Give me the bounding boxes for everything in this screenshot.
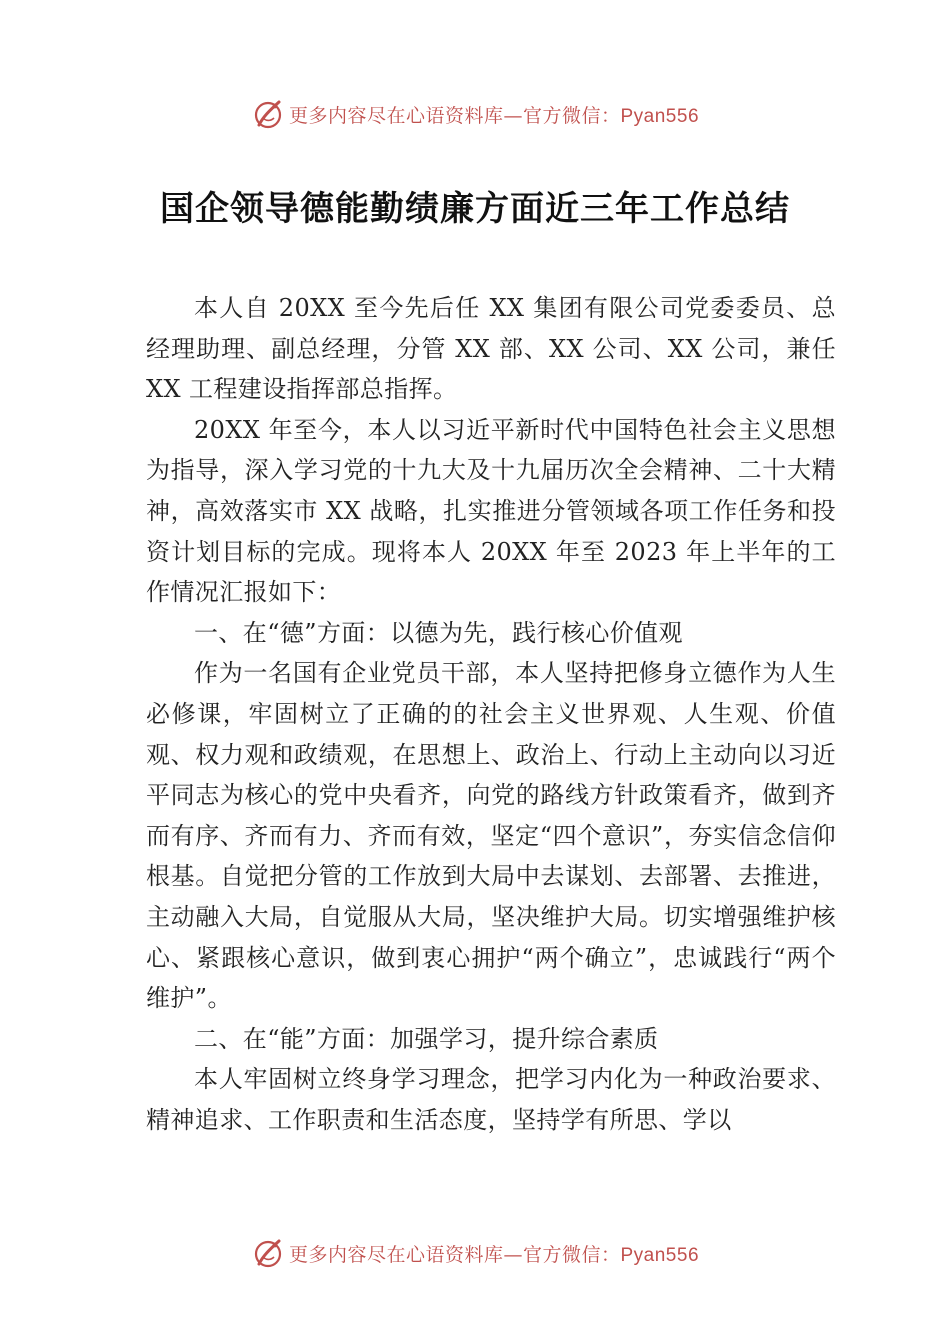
footer-watermark-banner (0, 1233, 950, 1273)
paragraph: 作为一名国有企业党员干部，本人坚持把修身立德作为人生必修课，牢固树立了正确的的社会主义世界观、人生观、价值观、权力观和政绩观，在思想上、政治上、行动上主动向以习近平同志为核心的党中央看齐，向党的路线方针政策看齐，做到齐而有序、齐而有力、齐而有效，坚定“四个意识”，夯实信念信仰根基。自觉把分管的工作放到大局中去谋划、去部署、去推进，主动融入大局，自觉服从大局，坚决维护大局。切实增强维护核心、紧跟核心意识，做到衷心拥护“两个确立”，忠诚践行“两个维护”。 (146, 659, 836, 1013)
wechat-id: Pyan556 (620, 1244, 700, 1266)
header-watermark-banner (0, 94, 950, 134)
brush-logo-icon (251, 1236, 285, 1270)
brush-logo-icon (251, 97, 285, 131)
section-heading: 二、在“能”方面：加强学习，提升综合素质 (194, 1024, 659, 1053)
wechat-id: Pyan556 (620, 105, 700, 127)
paragraph: 本人牢固树立终身学习理念，把学习内化为一种政治要求、精神追求、工作职责和生活态度，坚持学有所思、学以 (146, 1065, 836, 1134)
banner-text: 更多内容尽在心语资料库—官方微信：Pyan556 (288, 104, 700, 127)
document-title: 国企领导德能勤绩廉方面近三年工作总结 (160, 189, 790, 229)
paragraph: 本人自 20XX 至今先后任 XX 集团有限公司党委委员、总经理助理、副总经理，分管 XX 部、XX 公司、XX 公司，兼任 XX 工程建设指挥部总指挥。 (146, 294, 836, 404)
banner-text: 更多内容尽在心语资料库—官方微信：Pyan556 (288, 1243, 700, 1266)
document-body (146, 288, 836, 1140)
section-heading: 一、在“德”方面：以德为先，践行核心价值观 (194, 618, 683, 647)
paragraph: 20XX 年至今，本人以习近平新时代中国特色社会主义思想为指导，深入学习党的十九大及十九届历次全会精神、二十大精神，高效落实市 XX 战略，扎实推进分管领域各项工作任务和投资计划目标的完成。现将本人 20XX 年至 2023 年上半年的工作情况汇报如下： (146, 415, 836, 607)
